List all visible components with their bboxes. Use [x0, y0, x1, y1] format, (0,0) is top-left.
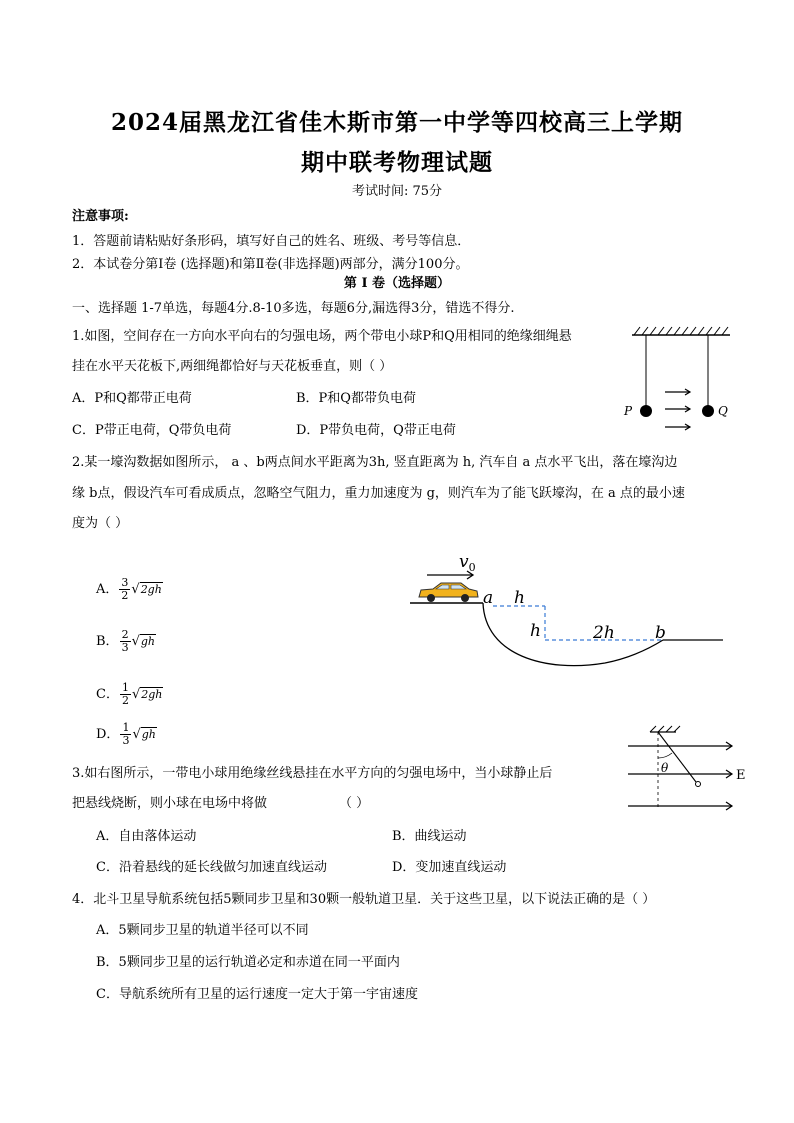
section-heading: 第 Ⅰ 卷（选择题） — [343, 276, 451, 291]
q1-label-q: Q — [718, 404, 728, 418]
q3-option-d: D．变加速直线运动 — [392, 860, 507, 875]
q2-label-h-top: h — [514, 588, 525, 608]
q2-label-b: b — [655, 623, 666, 643]
q2-option-c-label: C． — [96, 687, 119, 702]
q1-option-d: D．P带负电荷，Q带正电荷 — [296, 423, 456, 438]
q2-option-b-fraction: $\frac{2}{3}$ — [121, 628, 129, 654]
notice-item-1: 1．答题前请粘贴好条形码，填写好自己的姓名、班级、考号等信息． — [72, 234, 471, 249]
q2-option-d-label: D． — [96, 727, 120, 742]
q1-option-c: C．P带正电荷，Q带负电荷 — [72, 423, 232, 438]
notice-item-2: 2．本试卷分第Ⅰ卷 (选择题)和第Ⅱ卷(非选择题)两部分，满分100分。 — [72, 257, 469, 272]
q2-figure-trench — [405, 545, 730, 685]
q2-option-b — [96, 629, 156, 654]
q2-option-d-fraction: $\frac{1}{3}$ — [122, 721, 130, 747]
q3-option-a: A．自由落体运动 — [96, 829, 197, 844]
q1-option-b: B．P和Q都带负电荷 — [296, 391, 416, 406]
q2-label-a: a — [483, 588, 494, 608]
q3-stem-text: 把悬线烧断，则小球在电场中将做 — [72, 796, 268, 811]
q2-stem-line3: 度为（ ） — [72, 516, 129, 531]
q2-option-a-label: A． — [96, 582, 119, 597]
q2-label-2h: 2h — [593, 623, 615, 643]
q3-label-theta: θ — [661, 761, 669, 775]
q1-stem-line1: 1.如图，空间存在一方向水平向右的匀强电场，两个带电小球P和Q用相同的绝缘细绳悬 — [72, 329, 572, 344]
q2-option-a-radical: √2gh — [131, 581, 162, 597]
q1-label-p: P — [624, 404, 633, 418]
q1-option-a: A．P和Q都带正电荷 — [72, 391, 192, 406]
q3-answer-blank: （ ） — [339, 796, 370, 811]
q2-option-d — [96, 722, 157, 747]
page-title-line2: 期中联考物理试题 — [301, 149, 493, 176]
q2-option-c-radical: √2gh — [131, 686, 163, 702]
notice-heading: 注意事项: — [72, 209, 129, 224]
q3-figure-field — [620, 722, 750, 817]
q4-option-c: C．导航系统所有卫星的运行速度一定大于第一宇宙速度 — [96, 987, 418, 1002]
q4-stem: 4．北斗卫星导航系统包括5颗同步卫星和30颗一般轨道卫星．关于这些卫星，以下说法正确的是（ ） — [72, 892, 656, 907]
q3-label-e: E — [736, 768, 746, 783]
q2-option-b-label: B． — [96, 634, 119, 649]
q2-stem-line2: 缘 b点，假设汽车可看成质点，忽略空气阻力，重力加速度为 g，则汽车为了能飞跃壕沟，在 a 点的最小速 — [72, 486, 685, 501]
q3-option-c: C．沿着悬线的延长线做匀加速直线运动 — [96, 860, 327, 875]
q1-figure-pendulums — [620, 325, 740, 440]
car-icon — [419, 583, 478, 602]
q2-option-c-fraction: $\frac{1}{2}$ — [121, 681, 129, 707]
page-title-line1: 2024届黑龙江省佳木斯市第一中学等四校高三上学期 — [110, 109, 683, 136]
q2-option-c — [96, 682, 163, 707]
q2-option-b-radical: √gh — [131, 633, 155, 649]
q2-label-v0: $v_0$ — [459, 552, 476, 574]
section-instructions: 一、选择题 1-7单选，每题4分.8-10多选，每题6分,漏选得3分，错选不得分. — [72, 301, 515, 316]
q4-option-a: A．5颗同步卫星的轨道半径可以不同 — [96, 923, 309, 938]
exam-time: 考试时间: 75分 — [351, 184, 443, 199]
q3-stem-line2 — [72, 795, 369, 813]
q4-option-b: B．5颗同步卫星的运行轨道必定和赤道在同一平面内 — [96, 955, 400, 970]
q3-stem-line1: 3.如右图所示，一带电小球用绝缘丝线悬挂在水平方向的匀强电场中，当小球静止后 — [72, 766, 553, 781]
q2-option-d-radical: √gh — [132, 726, 156, 742]
q2-option-a — [96, 577, 163, 602]
q2-option-a-fraction: $\frac{3}{2}$ — [121, 576, 129, 602]
q3-option-b: B．曲线运动 — [392, 829, 467, 844]
q1-stem-line2: 挂在水平天花板下,两细绳都恰好与天花板垂直，则（ ） — [72, 359, 393, 374]
q2-label-h-side: h — [530, 621, 541, 641]
q2-stem-line1: 2.某一壕沟数据如图所示， a 、b两点间水平距离为3h, 竖直距离为 h, 汽车自 a 点水平飞出，落在壕沟边 — [72, 455, 678, 470]
